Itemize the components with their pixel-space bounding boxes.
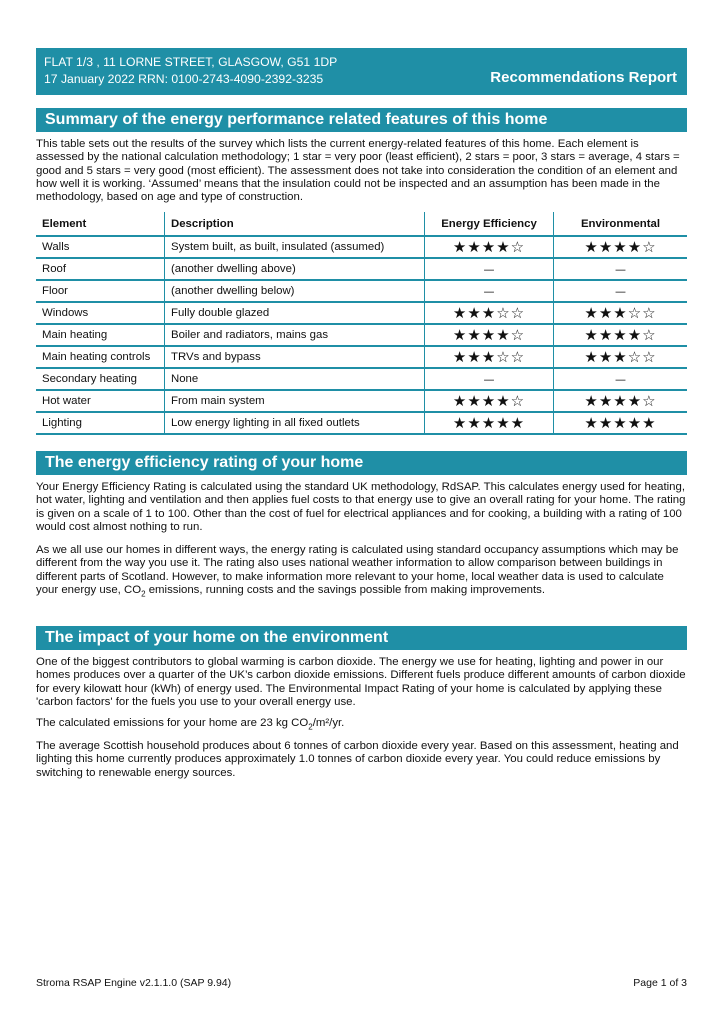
table-row xyxy=(36,258,687,280)
date-rrn: 17 January 2022 RRN: 0100-2743-4090-2392-3235 xyxy=(44,72,324,86)
environmental-rating-cell: ★★★★☆ xyxy=(554,236,688,258)
environmental-rating-cell: ★★★★☆ xyxy=(554,390,688,412)
summary-heading: Summary of the energy performance related features of this home xyxy=(36,108,687,132)
description-cell: (another dwelling below) xyxy=(165,280,425,302)
summary-intro: This table sets out the results of the survey which lists the current energy-related features of this home. Each element is assessed by the national calculation methodology; 1 star = very poor (least efficient), 2 stars = poor, 3 stars = average, 4 stars = good and 5 stars = very good (most efficient). The assessment does not take into consideration the condition of an element and how well it is working. ‘Assumed’ means that the insulation could not be inspected and an assumption has been made in the methodology, based on age and type of construction. xyxy=(36,138,680,204)
features-table xyxy=(36,212,687,435)
element-cell: Roof xyxy=(36,258,165,280)
co2-subscript: 2 xyxy=(141,589,146,599)
table-row xyxy=(36,236,687,258)
rating-para-1: Your Energy Efficiency Rating is calculated using the standard UK methodology, RdSAP. This calculates energy used for heating, hot water, lighting and ventilation and then applies fuel costs to that energy use to give an overall rating for your home. The rating is given on a scale of 1 to 100. Other than the cost of fuel for electrical appliances and for cooking, a building with a rating of 100 would cost almost nothing to run. xyxy=(36,481,686,533)
energy-rating-cell: ★★★★☆ xyxy=(425,236,554,258)
description-cell: None xyxy=(165,368,425,390)
element-cell: Windows xyxy=(36,302,165,324)
table-row xyxy=(36,346,687,368)
col-environmental: Environmental xyxy=(554,212,688,236)
description-cell: Low energy lighting in all fixed outlets xyxy=(165,412,425,434)
element-cell: Main heating controls xyxy=(36,346,165,368)
energy-rating-cell: ★★★☆☆ xyxy=(425,346,554,368)
table-header-row xyxy=(36,212,687,236)
rating-heading: The energy efficiency rating of your home xyxy=(36,451,687,475)
description-cell: System built, as built, insulated (assumed) xyxy=(165,236,425,258)
energy-rating-cell: — xyxy=(425,368,554,390)
property-address: FLAT 1/3 , 11 LORNE STREET, GLASGOW, G51 1DP xyxy=(44,55,338,69)
impact-para-1: One of the biggest contributors to global warming is carbon dioxide. The energy we use for heating, lighting and power in our homes produces over a quarter of the UK’s carbon dioxide emissions. Different fuels produce different amounts of carbon dioxide for every kilowatt hour (kWh) of energy used. The Environmental Impact Rating of your home is calculated by applying these 'carbon factors' for the fuels you use to your overall energy use. xyxy=(36,656,686,708)
element-cell: Lighting xyxy=(36,412,165,434)
rating-para-2-text: As we all use our homes in different ways, the energy rating is calculated using standard occupancy assumptions which may be different from the way you use it. The rating also uses national weather information to allow comparison between buildings in different parts of Scotland. However, to make information more relevant to your home, local weather data is used to calculate your energy use, CO xyxy=(36,544,679,596)
energy-rating-cell: — xyxy=(425,280,554,302)
table-row xyxy=(36,390,687,412)
impact-para-3: The average Scottish household produces about 6 tonnes of carbon dioxide every year. Based on this assessment, heating and lighting this home currently produces approximately 1.0 tonnes of carbon dioxide every year. You could reduce emissions by switching to renewable energy sources. xyxy=(36,740,679,779)
energy-rating-cell: ★★★★★ xyxy=(425,412,554,434)
report-header xyxy=(36,48,687,95)
table-row xyxy=(36,324,687,346)
description-cell: (another dwelling above) xyxy=(165,258,425,280)
environmental-rating-cell: ★★★★☆ xyxy=(554,324,688,346)
co2-subscript: 2 xyxy=(308,722,313,732)
impact-para-2-text-end: /m²/yr. xyxy=(312,717,345,729)
environmental-rating-cell: ★★★★★ xyxy=(554,412,688,434)
environmental-rating-cell: — xyxy=(554,280,688,302)
col-element: Element xyxy=(36,212,165,236)
energy-rating-cell: ★★★☆☆ xyxy=(425,302,554,324)
element-cell: Main heating xyxy=(36,324,165,346)
environmental-rating-cell: ★★★☆☆ xyxy=(554,346,688,368)
table-row xyxy=(36,368,687,390)
energy-rating-cell: ★★★★☆ xyxy=(425,390,554,412)
description-cell: Fully double glazed xyxy=(165,302,425,324)
environmental-rating-cell: — xyxy=(554,368,688,390)
impact-para-2-text: The calculated emissions for your home are 23 kg CO xyxy=(36,717,309,729)
footer-page-number: Page 1 of 3 xyxy=(633,977,687,989)
col-energy-efficiency: Energy Efficiency xyxy=(425,212,554,236)
table-row xyxy=(36,280,687,302)
table-row xyxy=(36,302,687,324)
description-cell: From main system xyxy=(165,390,425,412)
element-cell: Secondary heating xyxy=(36,368,165,390)
environmental-rating-cell: ★★★☆☆ xyxy=(554,302,688,324)
report-title: Recommendations Report xyxy=(490,69,677,86)
energy-rating-cell: ★★★★☆ xyxy=(425,324,554,346)
rating-para-2 xyxy=(36,544,687,600)
element-cell: Floor xyxy=(36,280,165,302)
element-cell: Walls xyxy=(36,236,165,258)
col-description: Description xyxy=(165,212,425,236)
impact-heading: The impact of your home on the environment xyxy=(36,626,687,650)
description-cell: Boiler and radiators, mains gas xyxy=(165,324,425,346)
rating-para-2-text-end: emissions, running costs and the savings possible from making improvements. xyxy=(145,583,546,596)
energy-rating-cell: — xyxy=(425,258,554,280)
footer-engine: Stroma RSAP Engine v2.1.1.0 (SAP 9.94) xyxy=(36,977,232,989)
table-row xyxy=(36,412,687,434)
impact-para-2 xyxy=(36,717,687,734)
address-block xyxy=(44,54,337,88)
element-cell: Hot water xyxy=(36,390,165,412)
description-cell: TRVs and bypass xyxy=(165,346,425,368)
environmental-rating-cell: — xyxy=(554,258,688,280)
